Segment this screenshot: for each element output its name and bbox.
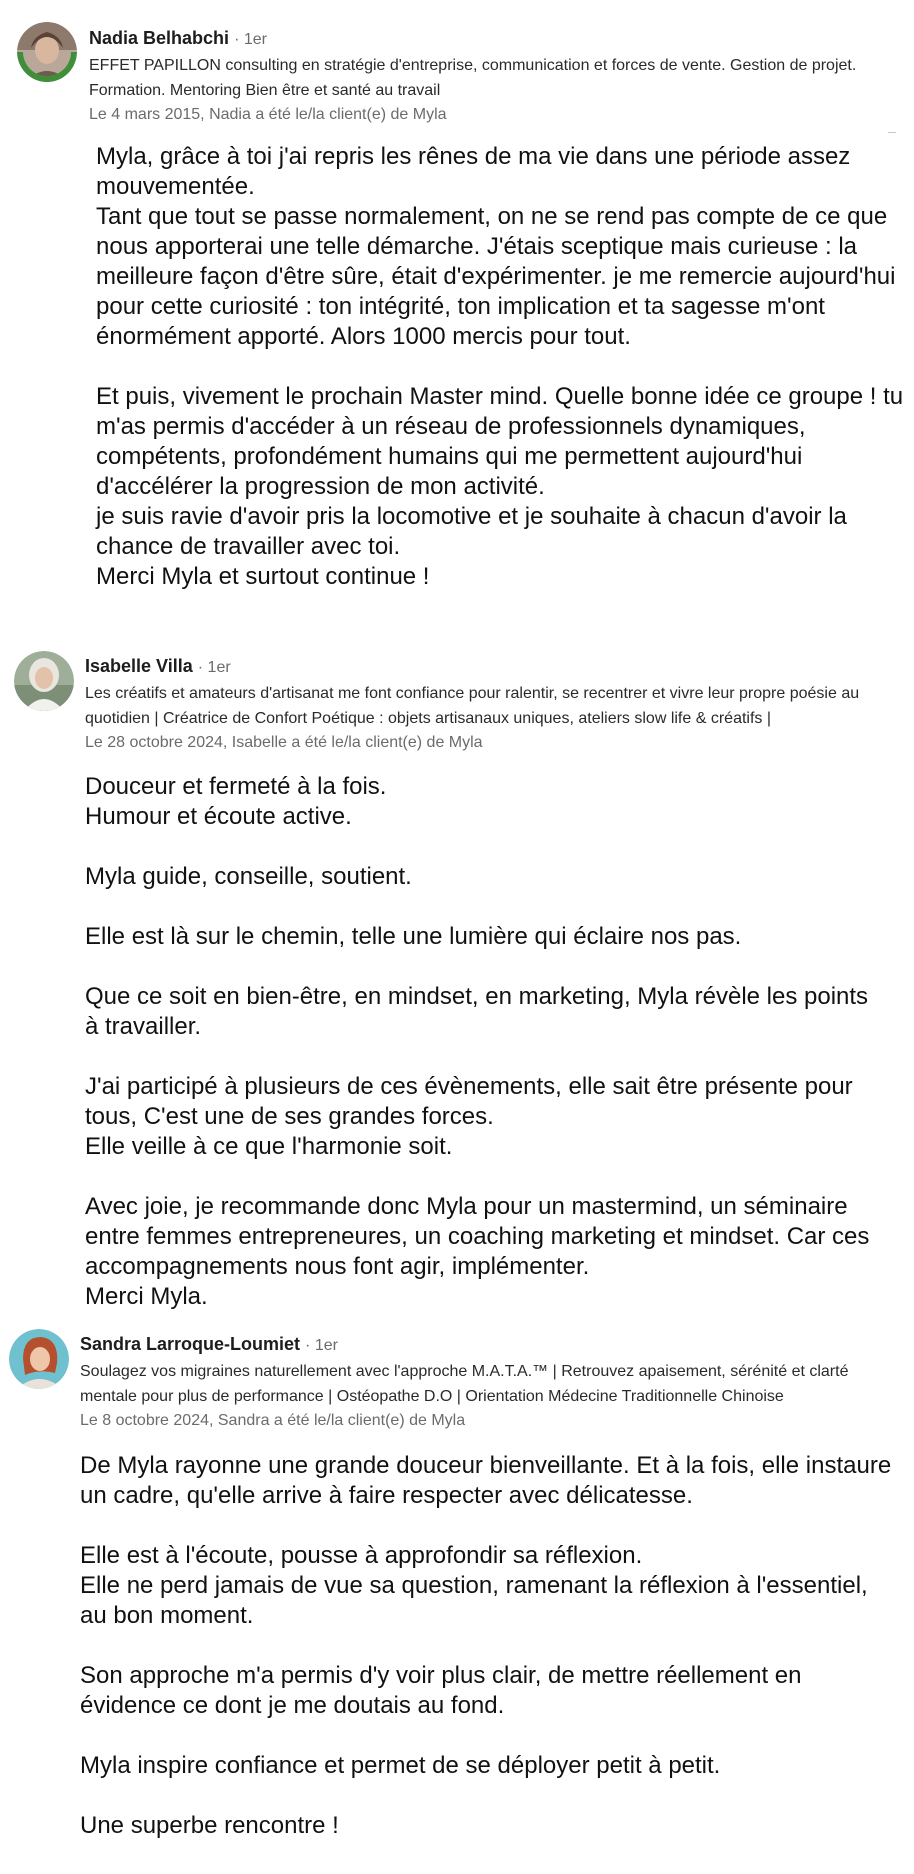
paragraph-gap bbox=[80, 1781, 900, 1811]
paragraph: Elle est là sur le chemin, telle une lumière qui éclaire nos pas. bbox=[85, 923, 742, 950]
paragraph-gap bbox=[80, 1631, 900, 1661]
paragraph-gap bbox=[80, 1511, 900, 1541]
recommender-headline: Soulagez vos migraines naturellement avec l'approche M.A.T.A.™ | Retrouvez apaisement, sérénité et clarté mentale pour plus de performance | Ostéopathe D.O | Orientation Médecine Traditionnelle Chinoise bbox=[80, 1363, 849, 1405]
paragraph: Que ce soit en bien-être, en mindset, en marketing, Myla révèle les points à travailler. bbox=[85, 983, 869, 1040]
recommender-name[interactable]: Nadia Belhabchi bbox=[89, 28, 230, 48]
paragraph: Myla inspire confiance et permet de se déployer petit à petit. bbox=[80, 1752, 721, 1779]
paragraph: Myla guide, conseille, soutient. bbox=[85, 863, 412, 890]
connection-degree: · 1er bbox=[305, 1337, 338, 1354]
paragraph: Avec joie, je recommande donc Myla pour un mastermind, un séminaire entre femmes entrepreneures, un coaching marketing et mindset. Car ces accompagnements nous font agir, implémenter. bbox=[85, 1193, 870, 1280]
paragraph-gap bbox=[80, 1721, 900, 1751]
recommender-headline: Les créatifs et amateurs d'artisanat me font confiance pour ralentir, se recentrer et vivre leur propre poésie au quotidien | Créatrice de Confort Poétique : objets artisanaux uniques, ateliers slow life & créatifs | bbox=[85, 685, 860, 727]
paragraph: De Myla rayonne une grande douceur bienveillante. Et à la fois, elle instaure un cadre, qu'elle arrive à faire respecter avec délicatesse. bbox=[80, 1452, 892, 1509]
paragraph: Tant que tout se passe normalement, on ne se rend pas compte de ce que nous apporterai une telle démarche. J'étais sceptique mais curieuse : la meilleure façon d'être sûre, était d'expérimenter. je me remercie aujourd'hui pour cette curiosité : ton intégrité, ton implication et ta sagesse m'ont énormément apporté. Alors 1000 mercis pour tout. bbox=[96, 203, 896, 350]
recommendation-date: Le 28 octobre 2024, Isabelle a été le/la client(e) de Myla bbox=[85, 734, 483, 751]
recommender-name[interactable]: Isabelle Villa bbox=[85, 656, 193, 676]
avatar[interactable] bbox=[9, 1329, 69, 1389]
recommender-name[interactable]: Sandra Larroque-Loumiet bbox=[80, 1334, 301, 1354]
paragraph: Humour et écoute active. bbox=[85, 803, 352, 830]
connection-degree: · 1er bbox=[234, 31, 267, 48]
paragraph: Elle est à l'écoute, pousse à approfondir sa réflexion. bbox=[80, 1542, 643, 1569]
paragraph: Elle veille à ce que l'harmonie soit. bbox=[85, 1133, 453, 1160]
recommendation-date: Le 4 mars 2015, Nadia a été le/la client(e) de Myla bbox=[89, 106, 447, 123]
recommendation-date: Le 8 octobre 2024, Sandra a été le/la client(e) de Myla bbox=[80, 1412, 466, 1429]
paragraph: J'ai participé à plusieurs de ces évènements, elle sait être présente pour tous, C'est une de ses grandes forces. bbox=[85, 1073, 853, 1130]
paragraph: Myla, grâce à toi j'ai repris les rênes de ma vie dans une période assez mouvementée. bbox=[96, 143, 851, 200]
paragraph: je suis ravie d'avoir pris la locomotive et je souhaite à chacun d'avoir la chance de travailler avec toi. bbox=[96, 503, 847, 560]
paragraph: Une superbe rencontre ! bbox=[80, 1812, 339, 1839]
avatar-photo bbox=[9, 1329, 69, 1389]
paragraph: Elle ne perd jamais de vue sa question, ramenant la réflexion à l'essentiel, au bon moment. bbox=[80, 1572, 868, 1629]
recommendation-text bbox=[80, 1451, 900, 1841]
paragraph: Merci Myla et surtout continue ! bbox=[96, 563, 430, 590]
paragraph: Merci Myla. bbox=[85, 1283, 208, 1310]
paragraph: Son approche m'a permis d'y voir plus clair, de mettre réellement en évidence ce dont je me doutais au fond. bbox=[80, 1662, 802, 1719]
recommender-headline: EFFET PAPILLON consulting en stratégie d'entreprise, communication et forces de vente. Gestion de projet. Formation. Mentoring Bien être et santé au travail bbox=[89, 57, 857, 99]
paragraph: Et puis, vivement le prochain Master mind. Quelle bonne idée ce groupe ! tu m'as permis d'accéder à un réseau de professionnels dynamiques, compétents, profondément humains qui me permettent aujourd'hui d'accélérer la progression de mon activité. bbox=[96, 383, 904, 500]
connection-degree: · 1er bbox=[197, 659, 231, 676]
paragraph: Douceur et fermeté à la fois. bbox=[85, 773, 387, 800]
